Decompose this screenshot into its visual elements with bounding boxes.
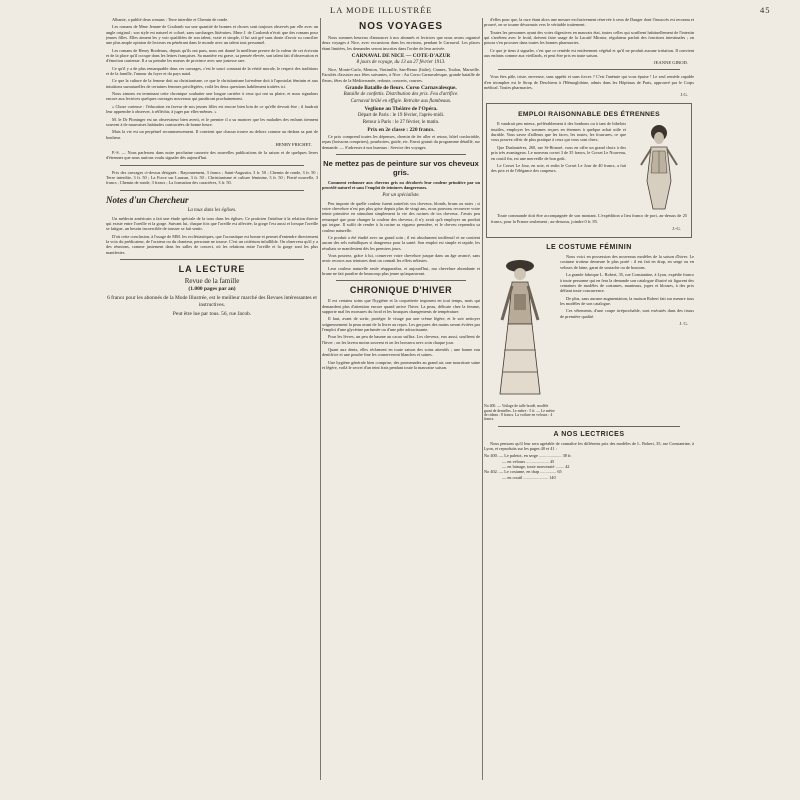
column-rule-1 [320,18,321,780]
author-signature: HENRY FRICHET. [275,141,312,147]
article-paragraph: Ces vêtements, d'une coupe irréprochable, sont exécutés dans des tissus de première qualité. [560,308,694,319]
section-title-lecture: LA LECTURE [178,264,246,274]
voyage-event: Grande Bataille de fleurs. Corso Carnavalesque. [345,85,457,92]
article-paragraph: « Chose curieuse : l'éducation en faveur de nos jeunes filles est encore bien loin de ce qu'elle devrait être ; il faudrait leur apprendre à observer, à réfléchir, à juger par elles-mêmes. » [106,103,318,115]
article-paragraph: Ce que je tiens à signaler, c'est que ce remède est entièrement végétal et qu'il ne produit aucune irritation. Il convient aux enfants comme aux vieillards, et peut être pris en toute saison. [484,47,694,59]
author-signature: J.-G. [672,226,681,232]
etrennes-text [491,121,626,213]
voyage-departure: Départ de Paris : le 19 février, l'après-midi. [357,113,445,119]
article-paragraph: Ce produit a été étudié avec un grand soin ; il est absolument inoffensif et ne contient aucun des sels métalliques si dangereux pour la santé. Son emploi est simple et rapide, les résultats se manifestent dès les premiers jours. [322,234,480,251]
section-title-etrennes: EMPLOI RAISONNABLE DES ÉTRENNES [518,111,660,119]
section-title-peinture: Ne mettez pas de peinture sur vos cheveux gris. [323,159,479,178]
price-list [484,453,694,479]
article-paragraph: Vous êtes pâle, triste, nerveuse, sans appétit et sans forces ? C'est l'anémie qui vous épuise ! Le seul remède capable d'en triompher est le Sirop de Deschiens à l'Hémoglobine, admis dans les Hôpitaux de Paris, approuvé par le Corps médical. Toutes pharmacies. [484,74,694,91]
costume-illustration [484,254,556,422]
divider [120,165,304,166]
article-paragraph: M. le Dr Ploninger est un observateur bien averti, et le premier il a su montrer que les maladies des enfants tiennent souvent à de mauvaises habitudes contractées de bonne heure. [106,116,318,127]
article-paragraph: Nous sommes heureux d'annoncer à nos abonnés et lectrices que nous avons organisé deux voyages à Nice, avec excursions dans les environs, pendant le Carnaval. Les places étant limitées, les demandes seront inscrites dans l'ordre de leur arrivée. [322,35,480,51]
article-paragraph: Albanie, a publié deux romans : Terre interdite et Chemin de ronde. [112,17,229,22]
article-paragraph: Peu importe de quelle couleur furent autrefois vos cheveux, blonds, bruns ou noirs ; si votre chevelure n'est pas plus grise depuis plus de vingt ans, nous pouvons recouvrer votre teinte primitive en stimulant simplement la vie des racines de tos cheveux. J'avais peu remarqué que pour changer la couleur des cheveux, il n'y avait qu'à employer un produit qui teigne. Il suffit de rendre à la racine sa vigueur première, et le cheveu reprendra sa couleur naturelle. [322,200,480,233]
article-paragraph: Les romans de Mme Jeanne de Coulomb sur une quantité de bonnes et choses sont toujours observés par elle avec un angle original ; son style est naturel et coloré, sans surcharges littéraires. Mme J. de Coulomb n'écrit que des romans pour jeunes filles. Elles aiment les y voir qualifiées de son talent, vraie et simple, il lui sait gré sans doute d'avoir su concilier une plus ample opinion de lecteurs en pénétrant dans le monde avec un talent tout personnel. [106,24,318,46]
article-paragraph: De plus, sans aucune augmentation, la maison Robert fait sur mesure tous les modèles de son catalogue. [560,295,694,306]
lecture-pages: (1.000 pages par an) [188,286,236,292]
article-paragraph: Leur couleur naturelle seule réapparaîtra, et aujourd'hui, ma chevelure abondante et brune ne fait paraître de beaucoup plus jeune qu'auparavant. [322,265,480,276]
article-paragraph: Un médecin américain a fait une étude spéciale de la toux dans les églises. Ce praticien l'attribue à la relation directe qui existe entre l'oreille et la gorge. Suivant lui, chaque fois que l'oreille est affectée, la gorge l'est aussi et lorsque l'oreille se fatigue, un besoin incoercible de tousser se fait sentir. [106,215,318,232]
section-subtitle: La toux dans les églises. [187,207,237,213]
divider [498,69,680,70]
article-paragraph: Il est certains soins que l'hygiène et la coquetterie imposent en tout temps, mais qui demandent plus d'attention encore quand arrive l'hiver. La peau, délicate chez la femme, supporte mal les morsures du froid et les brusques changements de température. [322,298,480,314]
voyage-heading: CARNAVAL DE NICE — COTE-D'AZUR [351,53,451,60]
page-number: 45 [760,5,771,15]
lecture-address: Peut être lue par tous. 56, rue Jacob. [172,311,252,317]
costume-text [560,254,694,329]
voyage-price: Prix en 2e classe : 220 francs. [367,127,435,134]
author-signature: J.G. [680,92,688,98]
section-title-costume: LE COSTUME FÉMININ [546,244,632,252]
article-paragraph: Quant aux dents, elles réclament en toute saison des soins attentifs ; une bonne eau dentifrice et une poudre fine les conserveront blanches et saines. [322,347,480,358]
section-subtitle: Par un spécialiste. [382,192,420,198]
article-paragraph: Ce que la culture de la femme doit au christianisme, ce que le christianisme lui-même doit à l'apostolat féminin et aux intuitions surnaturelles de certaines femmes privilégiées, voilà les deux questions habilement traitées ici. [106,78,318,89]
etrennes-body [491,121,687,213]
divider [120,259,304,260]
lecture-subtitle: Revue de la famille [184,277,240,285]
article-paragraph: Mais la vie est un perpétuel recommencement. Il convient que chacun trouve au dehors comme au dedans sa part de bonheur. [106,129,318,140]
article-paragraph: D'où cette conclusion, à l'usage de MM. les ecclésiastiques, que l'acoustique est bonne et permet d'entendre directement la voix du prédicateur, de l'orateur ou du chanteur, personne ne tousse. C'est un critérium infaillible. On observera qu'il y a des réunions, comme justement dans les salles de concert, où les relations entre l'oreille et la gorge sont les plus manifestes. [106,233,318,255]
voyage-return: Retour à Paris : le 27 février, le matin. [362,120,440,126]
section-title-lectrices: A NOS LECTRICES [553,430,625,438]
divider [336,154,466,155]
article-paragraph: Pour les lèvres, un peu de baume au cacao suffira. Les cheveux, eux aussi, souffrent de l'hiver ; on les lavera moins souvent et on les brossera avec soin chaque jour. [322,334,480,345]
corset-figure-icon [629,121,687,213]
etrennes-box [486,103,692,238]
list-item: No 402. — Le costume, en drap ............... 65 [484,469,562,475]
list-item: — en coutil ....................... 140 [502,474,556,480]
article-paragraph: Il vaudrait peu mieux, préférablement à des bonbons ou à tant de bibelots inutiles, employer les sommes reçues en étrennes à quelque achat utile et durable. Vous savez d'ailleurs que les faces, les toutes, les fourrures, ce que vous pouvez offrir de plus pratique à ceux qui vous sont chers. [491,121,626,143]
price-note: Prix des ouvrages ci-dessus désignés : Rayonnement, 3 francs ; Saint-Augustin, 3 fr. 50 ; Chemin de ronde, 3 fr. 50 ; Terre interdite, 3 fr. 50 ; La Force sur Lauzun, 3 fr. 50 ; Christianisme et culture féminine, 3 fr. 50 ; Fierté nouvelle, 3 francs ; Chemin de ronde, 3 francs ; La formation des caractères, 3 fr. 50. [106,169,318,186]
corset-illustration [629,121,687,213]
publication-title: LA MODE ILLUSTRÉE [330,5,433,15]
list-item: — en lainage, toute nouveauté ........ 42 [502,464,570,470]
voyage-line: Carnaval brûlé en effigie. Retraite aux flambeaux. [350,99,452,105]
article-paragraph: Toute commande doit être accompagnée de son montant. L'expédition a lieu franco de port, au-dessus de 25 francs, pour la France seulement ; au-dessous, joindre 0 fr. 85. [491,213,687,224]
article-paragraph: Les romans de Henry Bordeaux, depuis qu'ils ont paru, nous ont donné la meilleure preuve de la valeur de cet écrivain et de la place qu'il occupe dans les lettres françaises. Sa manière est grave, sa pensée élevée, son talent fait d'observation et d'émotion contenue. Il a su peindre les mœurs de province avec une justesse rare. [106,47,318,64]
column-rule-2 [482,18,483,780]
costume-block [484,254,694,422]
article-paragraph: Toutes les personnes ayant des voies digestives en mauvais état, toutes celles qui souffrent habituellement de l'intestin qui s'arrêtent avec le froid, doivent faire usage de la Lacatif Mirator, régulateur parfait des fonctions intestinales ; on pourra s'en procurer dans toutes les bonnes pharmacies. [484,29,694,46]
author-signature: J. G. [679,320,688,326]
lecture-text: 6 francs pour les abonnés de la Mode Illustrée, est le meilleur marché des Revues intéressantes et instructives. [107,295,317,308]
section-title-notes: Notes d'un Chercheur [106,194,189,205]
list-item: No 400. — Le paletot, en serge ..................... 38 fr. [484,453,572,459]
article-paragraph: Nous pensons qu'il leur sera agréable de connaître les différents prix des modèles de L. Robert, 35, rue Constantine, à Lyon, et reproduits sur les pages 40 et 41 : [484,440,694,452]
article-paragraph: Il faut, avant de sortir, protéger le visage par une crème légère, et le soir nettoyer soigneusement la peau avant de la livrer au repos. Les gerçures des mains seront évitées par l'emploi d'une glycérine parfumée ou d'une pâte adoucissante. [322,316,480,332]
section-title-voyages: NOS VOYAGES [359,21,443,32]
article-paragraph: Nous voici en possession des nouveaux modèles de la saison d'hiver. Le costume trotteur demeure le plus porté : il est fait en drap, en serge ou en velours de laine, garni de soutache ou de boutons. [560,254,694,270]
divider [498,426,680,427]
list-item: — en velours ..................... 45 [502,458,555,464]
article-paragraph: Ce qu'il y a de plus remarquable dans ces ouvrages, c'est le souci constant de la vérité morale, le respect des traditions et de la famille, l'amour du foyer et du pays natal. [106,65,318,77]
article-paragraph: Nous aimons en terminant cette chronique souhaiter une longue carrière à ceux qui ont su plaire, et nous signalons encore aux lectrices quelques ouvrages nouveaux qui paraîtront prochainement. [106,91,318,102]
section-title-chronique: CHRONIQUE D'HIVER [349,285,453,296]
dress-figure-icon [484,254,556,404]
illustration-caption: No 400. — Voilage de tulle brodé, modèle garni de dentelles. Le mètre : 5 fr. — Le mètre de rideau : 8 francs. La voilure en velours : 4 francs. [484,404,555,422]
article-paragraph: Que Dusbruières, 260, rue St-Honoré, vous en offre un grand choix à des prix très avantageux. Le nouveau corset 3 de 35 francs, le Corset Le Nouveau, en coutil fin, est une merveille de bon goût. [491,144,626,161]
article-paragraph: Ce prix comprend toutes les dépenses, chemin de fer aller et retour, hôtel confortable, repas (boissons comprises), pourboires, guide, etc. Envoi gratuit du programme détaillé, sur demande. — S'adresser à nos bureaux : Service des voyages. [322,134,480,150]
article-paragraph: La grande fabrique L. Robert, 35, rue Constantine, à Lyon, expédie franco à toute personne qui en fera la demande son catalogue illustré où figurent des centaines de modèles de costumes, manteaux, jupes et blouses, à des prix défiant toute concurrence. [560,272,694,294]
column-right [484,17,694,787]
article-paragraph: Vous pourrez, grâce à lui, conserver votre chevelure jusque dans un âge avancé, sans avoir recours aux teintures dont on connaît les effets néfastes. [322,252,480,264]
postscript: P.-S. — Nous parlerons dans notre prochaine causerie des nouvelles publications de la saison et de quelques livres d'étrennes que nous aurions voulu signaler dès aujourd'hui. [106,149,318,161]
voyage-line: Bataille de confettis. Distribution des prix. Feu d'artifice. [343,92,459,98]
column-middle [322,17,480,787]
page-header [0,2,800,16]
article-paragraph: Nice, Monte-Carlo, Menton, Vintimille, San-Remo (Italie), Cannes, Toulon, Marseille. Facultés d'assister aux fêtes suivantes, à Nice : Au Corso Carnavalesque, grande bataille de fleurs, fêtes de la Méditerranée, redoute, concerts, courses. [322,67,480,83]
article-paragraph: Le Corset Le Jour, en soie, et enfin le Corset Le Jour de 40 francs, a fait des prix et de l'élégance des coupeurs. [491,162,626,174]
article-lead: Comment redonner aux cheveux gris ou décolorés leur couleur primitive par un procédé naturel et sans l'emploi de teintures dangereuses. [322,180,480,191]
divider [336,280,466,281]
voyage-dates: 8 jours de voyage, du 13 au 27 février 1913. [356,60,446,66]
column-left [106,17,318,787]
voyage-event: Veglione au Théâtre de l'Opéra. [364,106,438,113]
divider [120,190,304,191]
author-signature: JEANNE GIROD. [653,60,688,66]
article-paragraph: Une hygiène générale bien comprise, des promenades au grand air, une nourriture saine et légère, voilà le secret d'un teint frais pendant toute la mauvaise saison. [322,359,480,371]
article-paragraph: d'elles pour que, la cure étant alors une mesure exclusivement réservée à ceux de Dauger dont l'insuccès est reconnu et prouvé, on se tourne désormais vers le véritable traitement. [484,17,694,28]
